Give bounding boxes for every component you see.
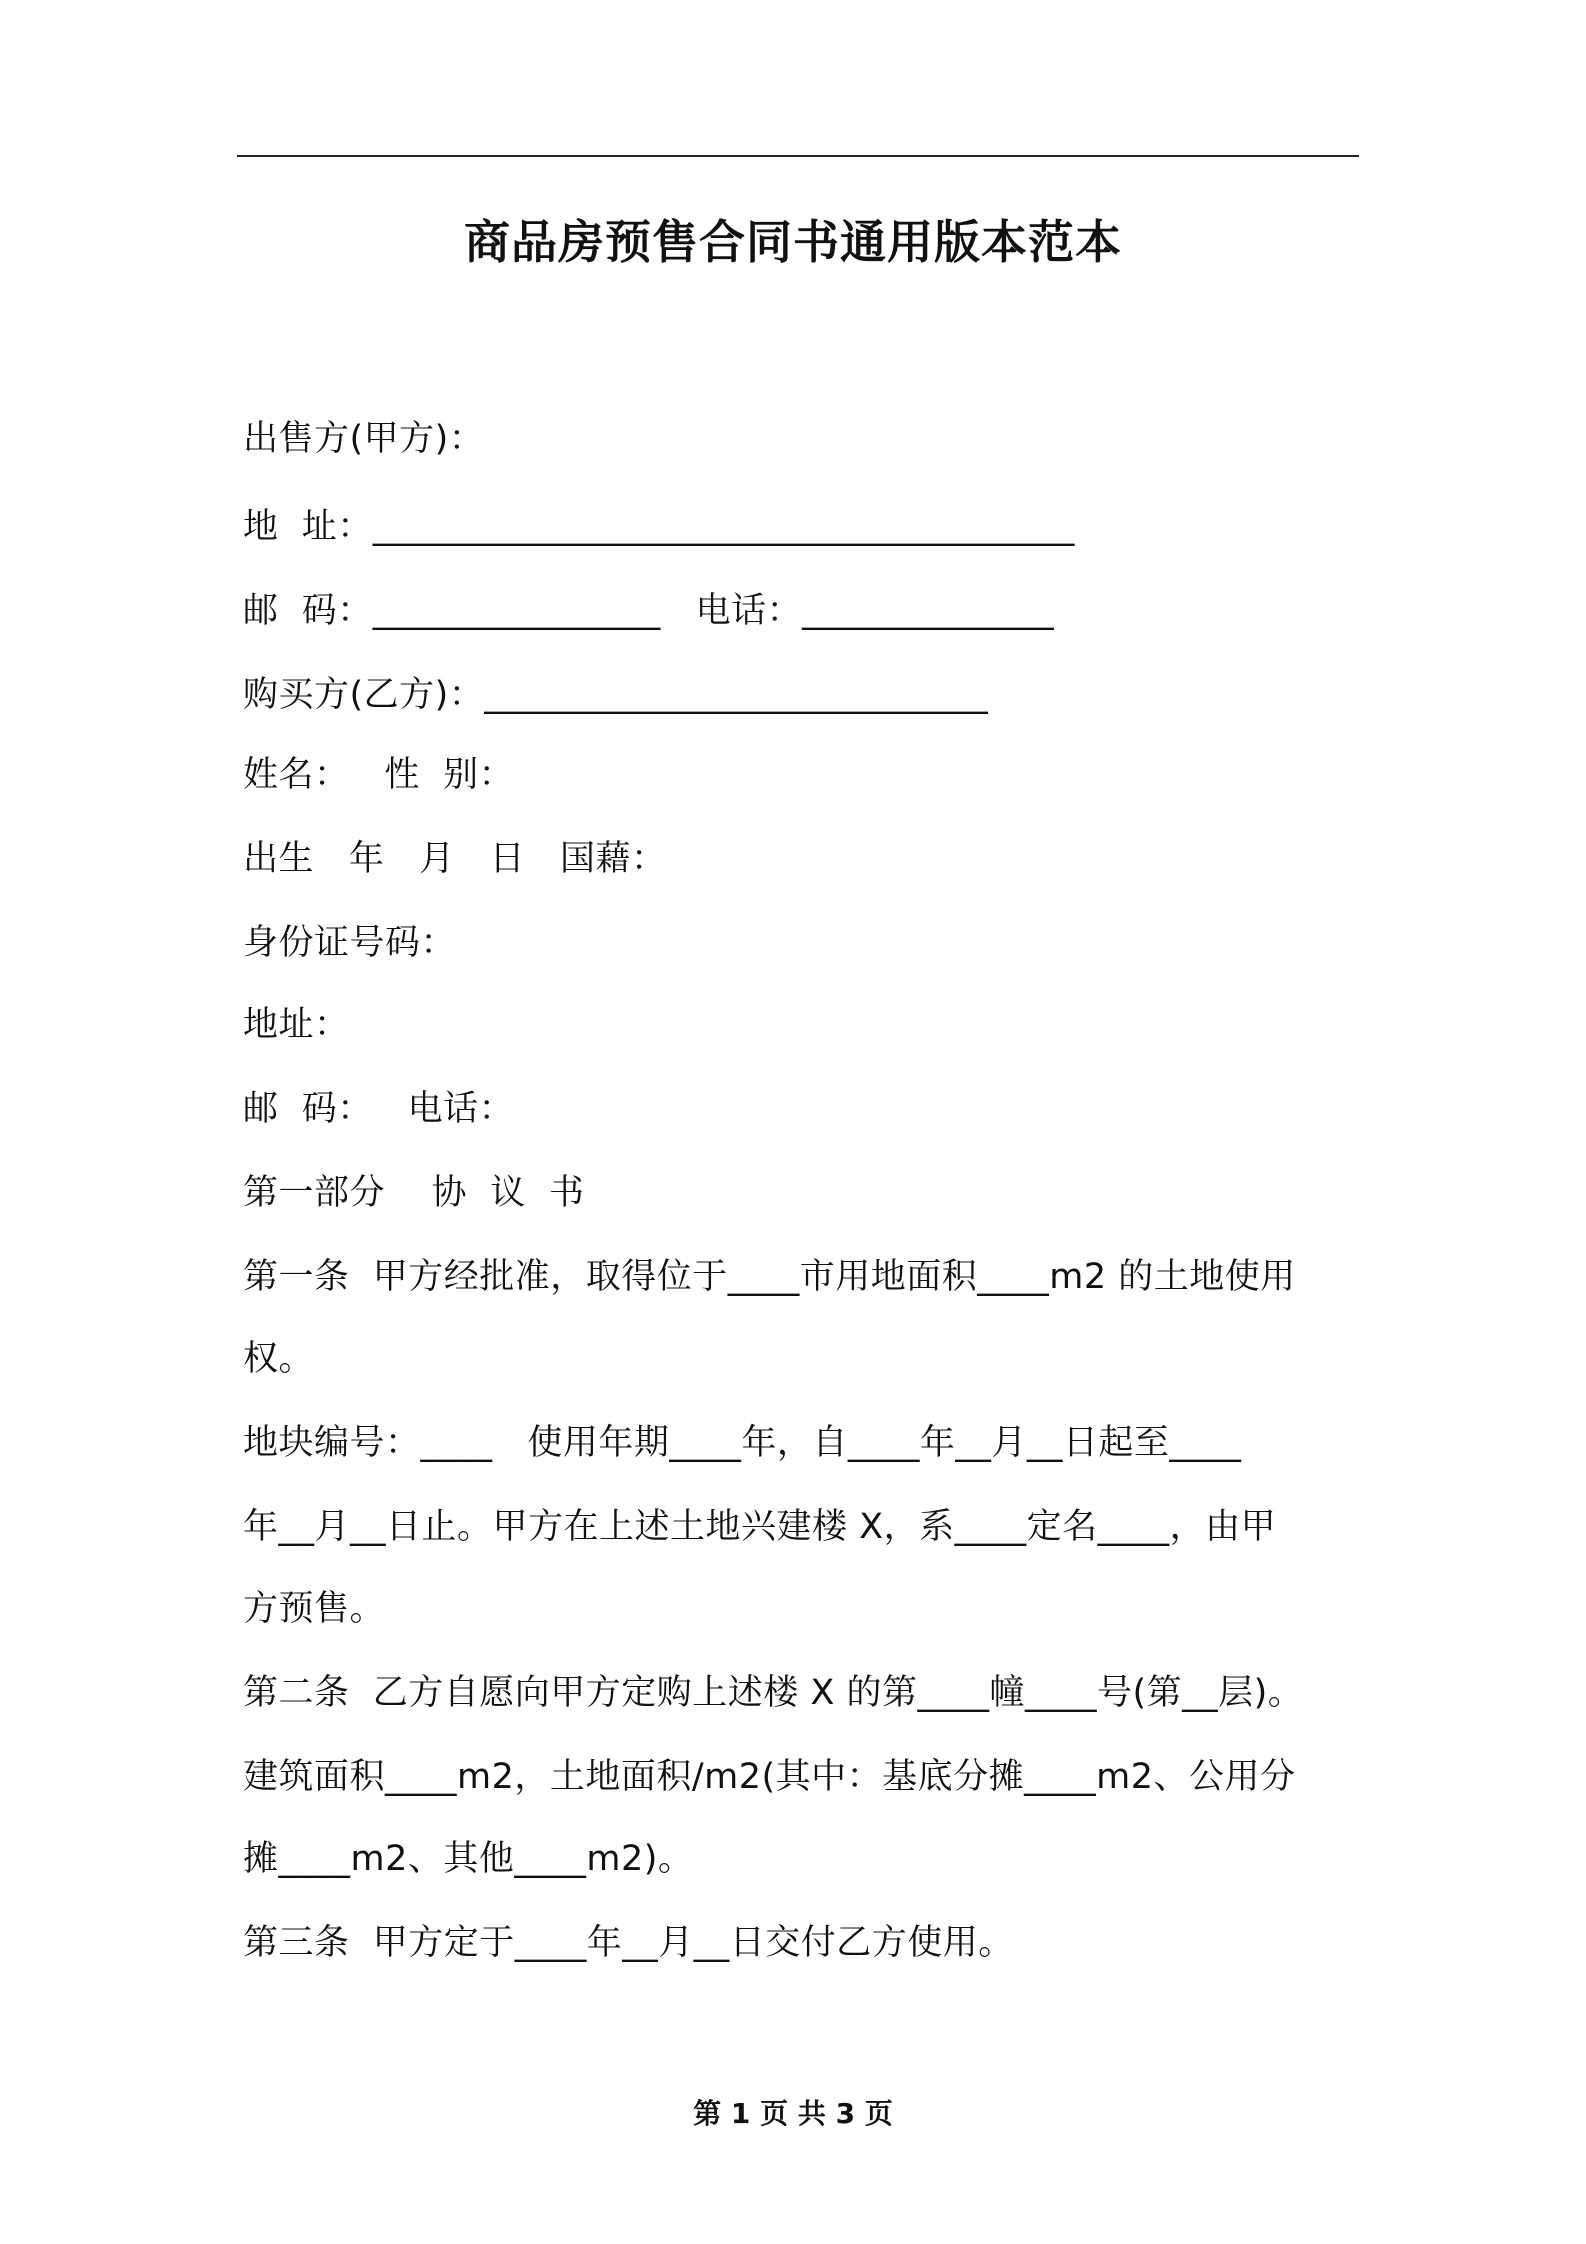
article-one-line-2: 权。 bbox=[243, 1339, 315, 1379]
article-two-line-1: 第二条 乙方自愿向甲方定购上述楼 X 的第____幢____号(第__层)。 bbox=[243, 1673, 1304, 1713]
article-one-line-1: 第一条 甲方经批准，取得位于____市用地面积____m2 的土地使用 bbox=[243, 1257, 1296, 1297]
page-number: 第 1 页 共 3 页 bbox=[693, 2097, 893, 2130]
part-one-heading: 第一部分 协 议 书 bbox=[243, 1173, 585, 1213]
article-two-line-2: 建筑面积____m2，土地面积/m2(其中：基底分摊____m2、公用分 bbox=[243, 1757, 1296, 1797]
buyer-id-line: 身份证号码： bbox=[243, 923, 457, 963]
plot-line-1: 地块编号：____ 使用年期____年，自____年__月__日起至____ bbox=[243, 1423, 1242, 1463]
buyer-zip-phone-line: 邮 码： 电话： bbox=[243, 1089, 515, 1129]
seller-line: 出售方(甲方)： bbox=[243, 419, 485, 459]
header-rule bbox=[237, 155, 1359, 157]
buyer-name-gender-line: 姓名： 性 别： bbox=[243, 755, 515, 795]
document-title: 商品房预售合同书通用版本范本 bbox=[464, 215, 1122, 269]
buyer-line: 购买方(乙方)：____________________________ bbox=[243, 675, 989, 715]
plot-line-2: 年__月__日止。甲方在上述土地兴建楼 X，系____定名____，由甲 bbox=[243, 1507, 1277, 1547]
buyer-birth-nationality-line: 出生 年 月 日 国藉： bbox=[243, 839, 667, 879]
seller-address-line: 地 址：_______________________________________ bbox=[243, 507, 1075, 547]
article-three-line: 第三条 甲方定于____年__月__日交付乙方使用。 bbox=[243, 1923, 1014, 1963]
article-two-line-3: 摊____m2、其他____m2)。 bbox=[243, 1839, 694, 1879]
plot-line-3: 方预售。 bbox=[243, 1589, 386, 1629]
seller-zip-phone-line: 邮 码：________________ 电话：______________ bbox=[243, 591, 1055, 631]
buyer-address-line: 地址： bbox=[243, 1005, 350, 1045]
